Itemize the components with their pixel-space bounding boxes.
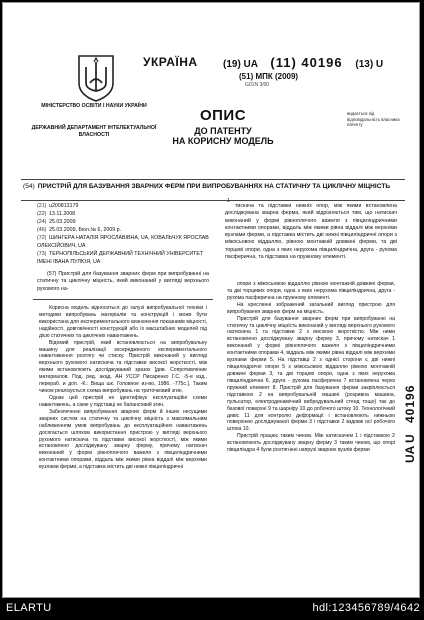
vertical-kind: U	[403, 434, 417, 443]
document-title-block	[143, 107, 303, 146]
patent-kind: (13) U	[355, 59, 384, 70]
page-marker: 1	[227, 198, 230, 204]
document-subtitle-2: НА КОРИСНУ МОДЕЛЬ	[172, 136, 274, 146]
vertical-number: 40196	[403, 384, 417, 423]
biblio-row: (24) 25.03.2009	[37, 218, 76, 225]
divider-top	[21, 179, 405, 180]
footer-bar	[0, 598, 424, 620]
footer-source: ELARTU	[6, 602, 52, 614]
patent-prefix: (19) UA	[223, 59, 258, 70]
document-type: ОПИС	[199, 107, 247, 124]
footer-handle: hdl:123456789/4642	[312, 602, 420, 614]
biblio-row: (21) u200813179	[37, 203, 79, 209]
vertical-prefix: UA	[403, 445, 417, 463]
patent-number-line	[223, 55, 383, 70]
patent-code: (11) 40196	[270, 55, 343, 70]
biblio-row: (22) 13.11.2008	[37, 210, 76, 217]
claim-continuation: тискача та підставки нижніх опор, між якими встановлена досліджувана зварна ферма, який відрізняється тим, що натискач виконаний у формі рівноплечого важеля з півциліндричними контактними опорами, віддаль між якими рівна віддалі між верхніми вузлами ферми, а підставка містить дві нижні півциліндричні опори з міжосьовою віддаллю, рівною монтажній довжині ферми, та дві торцеві опори, одна з яких нерухома півциліндрична, друга - рухома пасферична, та підставка на пружному елементі.	[225, 203, 397, 261]
ipc-code: G01N 3/00	[245, 82, 270, 88]
bibliographic-data	[37, 203, 213, 267]
title-code: (54)	[23, 183, 35, 190]
paragraph: опори з міжосьовою віддаллю рівною монтажній довжині ферми, та дві торцевих опори, одна з яких нерухома півциліндрична, друга - рухома пасферична на пружному елементі.	[227, 281, 395, 301]
vertical-patent-id	[389, 293, 419, 463]
ministry-name: МІНІСТЕРСТВО ОСВІТИ І НАУКИ УКРАЇНИ	[41, 103, 147, 109]
biblio-row: (72) ШИНГЕРА НАТАЛІЯ ЯРОСЛАВІВНА, UA, КОВАЛЬЧУК ЯРОСЛАВ ОЛЕКСІЙОВИЧ, UA	[37, 234, 209, 249]
paragraph: На кресленні зображений загальний вигляд пристрою для випробування зварних ферм на міцність.	[227, 301, 395, 315]
paragraph: Відомий пристрій, який встановлюється на випробувальну машину для реалізації зосередженого експериментального навантаження розтягу чи стиску. Пристрій виконаний у вигляді верхнього рухомого натискача та підставки високої жорсткості, між якими встановлюють досліджуваний зразок [див. Сопротивление материалов. Под. ред. акад. АН УССР Писаренко Г.С. -5-е изд., перераб. и доп. -К.: Вища шк. Головное из-во, 1986. -775с.]. Таким чином реалізується схема випробувань на триточковий згин.	[39, 339, 207, 395]
department-name: ДЕРЖАВНИЙ ДЕПАРТАМЕНТ ІНТЕЛЕКТУАЛЬНОЇ ВЛАСНОСТІ	[31, 125, 157, 138]
paragraph: Пристрій для базування зварних ферм при випробуванні на статичну та циклічну міцність виконаний у вигляді верхнього рухомого натискача 1 та підставки 2 з високою жорсткістю. Між ними встановлено досліджувану зварну ферму 3, причому натискач 1 виконаний у формі рівноплечого важеля з півциліндричними контактними опорами 4, віддаль між якими рівна віддалі між верхніми вузлами ферми 5. На підставці 2 з однієї сторони є дві нижні півциліндричні опори 5 з міжосьовою віддаллю рівною монтажній довжині ферми 3, та дві торцеві опори, одна з яких нерухома півциліндрична 6, друга - рухома пасферична 7 встановлена через пружний елемент 8. Пристрій для базування ферми закріплюється підставкою 2 на випробувальній машині (розривна машина, пульсатор, електродинамічний вибродувальний стенд тощо) так до базової поверхні 9 та шарніру 10 до робочого штоку 10. Технологічний дивіс 11 для контролю деформації і встановлюють нижньою поверхнею досліджуваної ферми 3 і підставки 2 вздовж осі робочого штока 10.	[227, 315, 395, 433]
claim-start: (57) Пристрій для базування зварних ферм при випробуванні на статичну та циклічну міцність, який виконаний у вигляді верхнього рухомого на-	[37, 271, 209, 292]
description-right-column	[227, 281, 395, 454]
ipc-label: (51) МПК (2009)	[239, 72, 299, 81]
biblio-row: (46) 25.03.2009, Бюл.№ 6, 2009 р.	[37, 226, 122, 233]
divider-title	[21, 200, 405, 201]
coat-of-arms-icon	[75, 53, 117, 103]
paragraph: Пристрій працює таким чином. Між натискачем 1 і підставкою 2 встановлюють досліджувану зварну ферму 3 таким чином, що опорі півциліндра 4 були розтягнені напрузі зварних вузлів ферми	[227, 433, 395, 454]
biblio-row: (73) ТЕРНОПІЛЬСЬКИЙ ДЕРЖАВНИЙ ТЕХНІЧНИЙ УНІВЕРСИТЕТ ІМЕНІ ІВАНА ПУЛЮЯ, UA	[37, 250, 204, 265]
document-subtitle-1: ДО ПАТЕНТУ	[194, 126, 252, 136]
patent-page	[2, 2, 420, 598]
title-text: ПРИСТРІЙ ДЛЯ БАЗУВАННЯ ЗВАРНИХ ФЕРМ ПРИ ВИПРОБУВАННЯХ НА СТАТИЧНУ ТА ЦИКЛІЧНУ МІЦНІСТЬ	[37, 183, 391, 190]
responsibility-note: видається під відповідальність власника патенту	[347, 111, 400, 128]
paragraph: Корисна модель відноситься до галузі випробувальної техніки і методики випробувань матеріалів та конструкцій і може бути використана для експериментального визначення показників міцності, надійності, довговічності конструкцій або їх масштабних моделей під дією статичних та циклічних навантажень.	[39, 305, 207, 339]
divider-body	[33, 299, 213, 300]
paragraph: Забезпеченні випробування зварних ферм й інших несущими зварних систем на статичну та циклічну міцність з максимальним наближенням умов випробувань до експлуатаційних навантажень досягається шляхом використання пристрою у вигляді верхнього рухомого натискача та підставки високої жорсткості, між якими встановлено досліджувану зварну ферму, причому натискач виконаний у формі рівноплечого важеля з півциліндричними контактними опорами, віддаль між якими рівна віддалі між верхніми вузлами ферми, а підставка містить дві нижні півциліндричні	[39, 408, 207, 471]
invention-title	[23, 183, 405, 192]
country-name: УКРАЇНА	[143, 55, 198, 69]
description-left-column	[39, 305, 207, 471]
paragraph: Однак цей пристрій не ідентифікує експлуатаційні схеми навантажень, а саме у підставці не балансовий згин.	[39, 394, 207, 408]
